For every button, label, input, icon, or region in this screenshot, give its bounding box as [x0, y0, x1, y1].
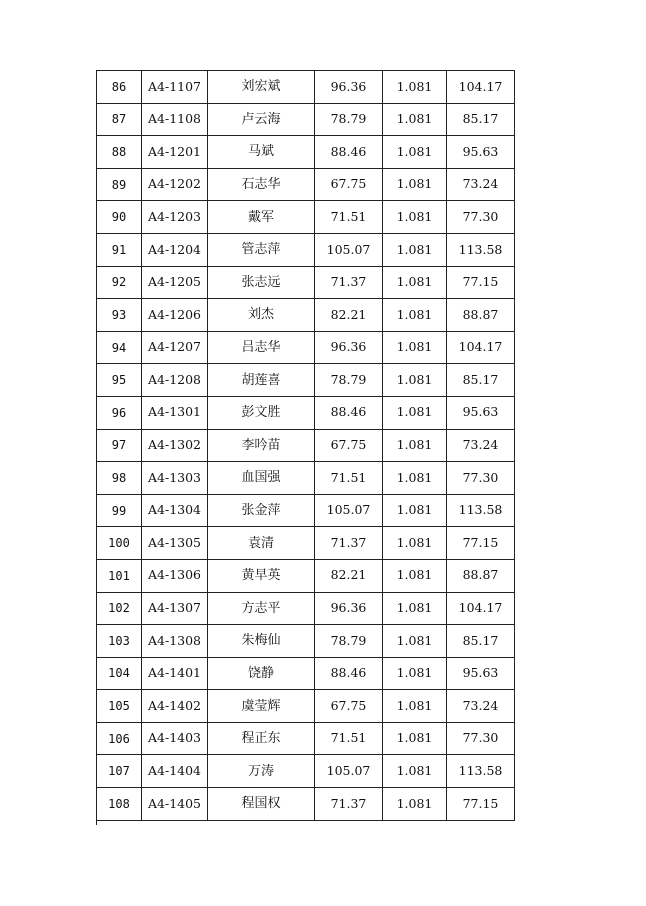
table-row [97, 592, 515, 625]
total-cell: 77.15 [447, 788, 515, 821]
table-row [97, 233, 515, 266]
total-cell: 85.17 [447, 625, 515, 658]
unit-number-cell: A4-1201 [142, 136, 208, 169]
owner-name-cell: 戴军 [208, 201, 315, 234]
area-cell: 71.51 [315, 201, 383, 234]
unit-number-cell: A4-1304 [142, 494, 208, 527]
area-cell: 78.79 [315, 364, 383, 397]
table-row [97, 299, 515, 332]
owner-name-cell: 吕志华 [208, 331, 315, 364]
coefficient-cell: 1.081 [383, 103, 447, 136]
row-number-cell: 93 [97, 299, 142, 332]
owner-name-cell: 刘宏斌 [208, 71, 315, 104]
coefficient-cell: 1.081 [383, 559, 447, 592]
coefficient-cell: 1.081 [383, 331, 447, 364]
total-cell: 104.17 [447, 592, 515, 625]
coefficient-cell: 1.081 [383, 494, 447, 527]
area-cell: 78.79 [315, 103, 383, 136]
table-row [97, 396, 515, 429]
owner-name-cell: 刘杰 [208, 299, 315, 332]
table-continuation-line [96, 820, 97, 825]
table-row [97, 788, 515, 821]
area-cell: 67.75 [315, 429, 383, 462]
area-cell: 105.07 [315, 494, 383, 527]
total-cell: 77.30 [447, 201, 515, 234]
total-cell: 85.17 [447, 364, 515, 397]
coefficient-cell: 1.081 [383, 364, 447, 397]
owner-name-cell: 张志远 [208, 266, 315, 299]
unit-number-cell: A4-1208 [142, 364, 208, 397]
area-cell: 88.46 [315, 396, 383, 429]
table-row [97, 168, 515, 201]
row-number-cell: 86 [97, 71, 142, 104]
coefficient-cell: 1.081 [383, 788, 447, 821]
total-cell: 113.58 [447, 755, 515, 788]
unit-number-cell: A4-1303 [142, 462, 208, 495]
coefficient-cell: 1.081 [383, 396, 447, 429]
unit-number-cell: A4-1404 [142, 755, 208, 788]
row-number-cell: 107 [97, 755, 142, 788]
coefficient-cell: 1.081 [383, 462, 447, 495]
coefficient-cell: 1.081 [383, 657, 447, 690]
table-row [97, 136, 515, 169]
coefficient-cell: 1.081 [383, 592, 447, 625]
unit-number-cell: A4-1405 [142, 788, 208, 821]
row-number-cell: 95 [97, 364, 142, 397]
row-number-cell: 94 [97, 331, 142, 364]
row-number-cell: 106 [97, 722, 142, 755]
row-number-cell: 108 [97, 788, 142, 821]
area-cell: 88.46 [315, 136, 383, 169]
row-number-cell: 103 [97, 625, 142, 658]
area-cell: 96.36 [315, 71, 383, 104]
owner-name-cell: 程正东 [208, 722, 315, 755]
area-cell: 67.75 [315, 690, 383, 723]
coefficient-cell: 1.081 [383, 722, 447, 755]
table-row [97, 331, 515, 364]
area-cell: 105.07 [315, 233, 383, 266]
owner-name-cell: 黄早英 [208, 559, 315, 592]
area-cell: 82.21 [315, 559, 383, 592]
unit-number-cell: A4-1307 [142, 592, 208, 625]
unit-number-cell: A4-1107 [142, 71, 208, 104]
owner-name-cell: 李吟苗 [208, 429, 315, 462]
table-row [97, 429, 515, 462]
area-cell: 71.37 [315, 527, 383, 560]
owner-name-cell: 程国权 [208, 788, 315, 821]
coefficient-cell: 1.081 [383, 71, 447, 104]
total-cell: 113.58 [447, 233, 515, 266]
coefficient-cell: 1.081 [383, 690, 447, 723]
unit-number-cell: A4-1206 [142, 299, 208, 332]
area-cell: 96.36 [315, 592, 383, 625]
unit-number-cell: A4-1302 [142, 429, 208, 462]
total-cell: 104.17 [447, 71, 515, 104]
area-cell: 88.46 [315, 657, 383, 690]
total-cell: 77.15 [447, 266, 515, 299]
row-number-cell: 101 [97, 559, 142, 592]
table-row [97, 266, 515, 299]
table-row [97, 690, 515, 723]
unit-number-cell: A4-1402 [142, 690, 208, 723]
unit-number-cell: A4-1203 [142, 201, 208, 234]
owner-name-cell: 血国强 [208, 462, 315, 495]
row-number-cell: 87 [97, 103, 142, 136]
area-cell: 82.21 [315, 299, 383, 332]
unit-number-cell: A4-1301 [142, 396, 208, 429]
table-row [97, 657, 515, 690]
coefficient-cell: 1.081 [383, 266, 447, 299]
coefficient-cell: 1.081 [383, 233, 447, 266]
total-cell: 73.24 [447, 690, 515, 723]
unit-number-cell: A4-1205 [142, 266, 208, 299]
coefficient-cell: 1.081 [383, 429, 447, 462]
total-cell: 88.87 [447, 559, 515, 592]
row-number-cell: 99 [97, 494, 142, 527]
owner-name-cell: 马斌 [208, 136, 315, 169]
coefficient-cell: 1.081 [383, 168, 447, 201]
total-cell: 77.30 [447, 722, 515, 755]
area-cell: 71.51 [315, 722, 383, 755]
row-number-cell: 90 [97, 201, 142, 234]
table-row [97, 462, 515, 495]
unit-number-cell: A4-1308 [142, 625, 208, 658]
table-row [97, 755, 515, 788]
area-cell: 67.75 [315, 168, 383, 201]
total-cell: 77.15 [447, 527, 515, 560]
coefficient-cell: 1.081 [383, 299, 447, 332]
owner-name-cell: 胡莲喜 [208, 364, 315, 397]
row-number-cell: 89 [97, 168, 142, 201]
total-cell: 85.17 [447, 103, 515, 136]
table-body [97, 71, 515, 821]
total-cell: 95.63 [447, 136, 515, 169]
owner-name-cell: 虞莹辉 [208, 690, 315, 723]
row-number-cell: 97 [97, 429, 142, 462]
owner-name-cell: 石志华 [208, 168, 315, 201]
coefficient-cell: 1.081 [383, 625, 447, 658]
owner-name-cell: 管志萍 [208, 233, 315, 266]
table-row [97, 527, 515, 560]
table-row [97, 71, 515, 104]
area-cell: 105.07 [315, 755, 383, 788]
owner-name-cell: 卢云海 [208, 103, 315, 136]
area-cell: 71.51 [315, 462, 383, 495]
owner-name-cell: 彭文胜 [208, 396, 315, 429]
unit-number-cell: A4-1401 [142, 657, 208, 690]
area-cell: 78.79 [315, 625, 383, 658]
unit-number-cell: A4-1207 [142, 331, 208, 364]
unit-number-cell: A4-1108 [142, 103, 208, 136]
unit-number-cell: A4-1204 [142, 233, 208, 266]
total-cell: 88.87 [447, 299, 515, 332]
unit-number-cell: A4-1306 [142, 559, 208, 592]
total-cell: 113.58 [447, 494, 515, 527]
total-cell: 73.24 [447, 168, 515, 201]
coefficient-cell: 1.081 [383, 201, 447, 234]
row-number-cell: 104 [97, 657, 142, 690]
row-number-cell: 98 [97, 462, 142, 495]
table-row [97, 364, 515, 397]
area-cell: 71.37 [315, 788, 383, 821]
table-row [97, 625, 515, 658]
coefficient-cell: 1.081 [383, 755, 447, 788]
owner-name-cell: 朱梅仙 [208, 625, 315, 658]
row-number-cell: 91 [97, 233, 142, 266]
table-row [97, 559, 515, 592]
data-table [96, 70, 515, 821]
total-cell: 95.63 [447, 657, 515, 690]
table-row [97, 494, 515, 527]
area-cell: 96.36 [315, 331, 383, 364]
row-number-cell: 88 [97, 136, 142, 169]
table-row [97, 103, 515, 136]
coefficient-cell: 1.081 [383, 527, 447, 560]
area-cell: 71.37 [315, 266, 383, 299]
unit-number-cell: A4-1305 [142, 527, 208, 560]
owner-name-cell: 袁清 [208, 527, 315, 560]
total-cell: 73.24 [447, 429, 515, 462]
row-number-cell: 100 [97, 527, 142, 560]
row-number-cell: 96 [97, 396, 142, 429]
owner-name-cell: 万涛 [208, 755, 315, 788]
unit-number-cell: A4-1202 [142, 168, 208, 201]
row-number-cell: 102 [97, 592, 142, 625]
row-number-cell: 92 [97, 266, 142, 299]
total-cell: 77.30 [447, 462, 515, 495]
total-cell: 104.17 [447, 331, 515, 364]
unit-number-cell: A4-1403 [142, 722, 208, 755]
owner-name-cell: 方志平 [208, 592, 315, 625]
owner-name-cell: 张金萍 [208, 494, 315, 527]
table-row [97, 722, 515, 755]
owner-name-cell: 饶静 [208, 657, 315, 690]
table-row [97, 201, 515, 234]
total-cell: 95.63 [447, 396, 515, 429]
row-number-cell: 105 [97, 690, 142, 723]
coefficient-cell: 1.081 [383, 136, 447, 169]
